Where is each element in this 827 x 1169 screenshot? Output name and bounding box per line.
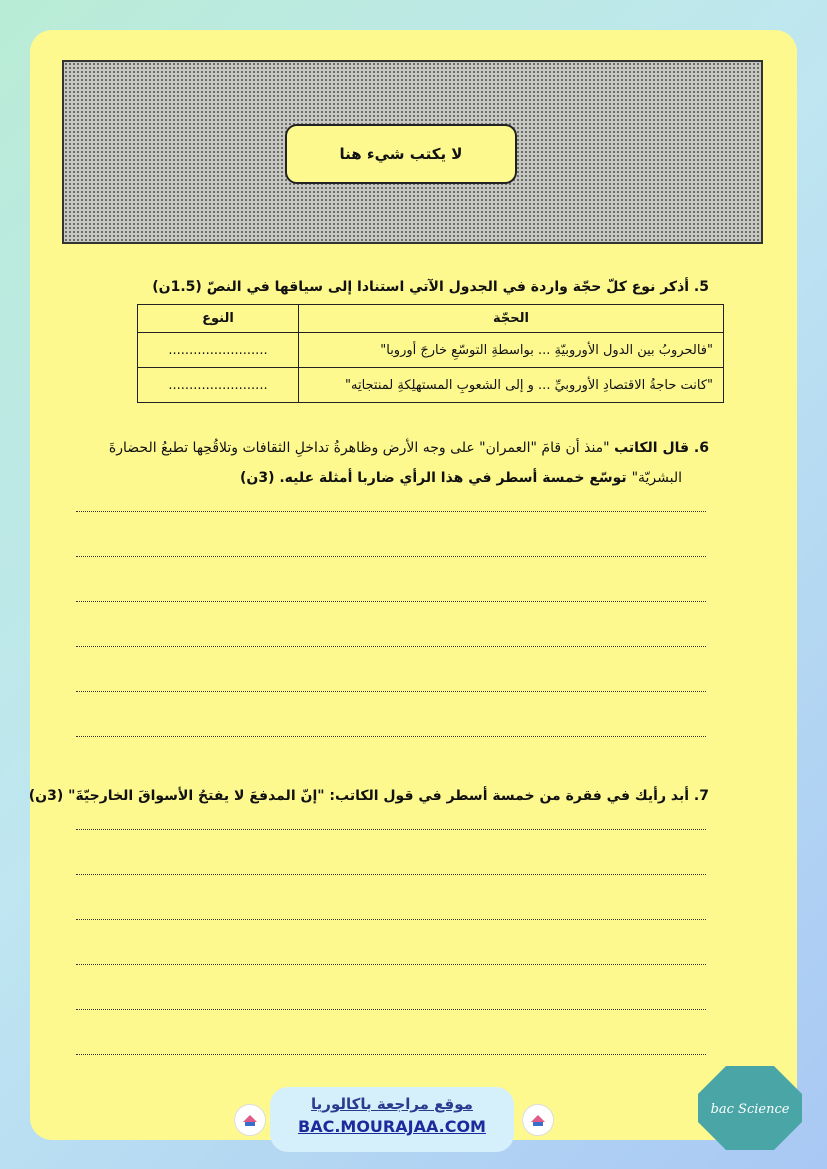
bac-science-badge-icon [696,1064,804,1152]
question-5-prompt: 5. أذكر نوع كلّ حجّة واردة في الجدول الآتي استنادا إلى سياقها في النصّ (1.5ن) [152,279,709,295]
no-write-label: لا يكتب شيء هنا [285,124,517,184]
answer-line[interactable] [76,736,706,737]
answer-line[interactable] [76,829,706,830]
type-answer-cell[interactable]: ........................ [138,333,299,368]
answer-line[interactable] [76,691,706,692]
question-6-line-2 [240,470,682,486]
answer-line[interactable] [76,1054,706,1055]
answer-line[interactable] [76,874,706,875]
question-6-lead: 6. قال الكاتب [614,440,709,456]
answer-line[interactable] [76,646,706,647]
badge-text: bac Science [710,1102,790,1117]
question-6-task: توسّع خمسة أسطر في هذا الرأي ضاربا أمثلة عليه. (3ن) [239,470,632,486]
question-6-quote-end: البشريّة" [631,470,682,486]
type-answer-cell[interactable]: ........................ [138,368,299,403]
site-logo-icon [234,1104,266,1136]
table-row [138,333,724,368]
answer-line[interactable] [76,1009,706,1010]
argument-cell: "كانت حاجةُ الاقتصادِ الأوروبيِّ ... و إلى الشعوبِ المستهلِكةِ لمنتجاتِه" [299,368,724,403]
arguments-table [137,304,724,403]
answer-line[interactable] [76,601,706,602]
column-type-header: النوع [138,305,299,333]
argument-cell: "فالحروبُ بين الدول الأوروبيّةِ ... بواسطةِ التوسّعِ خارجَ أوروبا" [299,333,724,368]
site-logo-icon [522,1104,554,1136]
site-footer-banner[interactable] [270,1087,514,1152]
answer-line[interactable] [76,919,706,920]
site-name-arabic[interactable]: موقع مراجعة باكالوريا [311,1095,473,1113]
column-argument-header: الحجّة [299,305,724,333]
question-6-quote: "منذ أن قامَ "العمران" على وجه الأرض وظاهرةُ تداخلِ الثقافات وتلاقُحِها تطبعُ الحضارةَ [108,440,610,456]
answer-line[interactable] [76,964,706,965]
site-url-link[interactable]: BAC.MOURAJAA.COM [298,1117,486,1136]
answer-line[interactable] [76,556,706,557]
question-7-prompt: 7. أبد رأيك في فقرة من خمسة أسطر في قول الكاتب: "إنّ المدفعَ لا يفتحُ الأسواقَ الخارجيّةَ" (3ن) [28,788,709,804]
question-6-line-1 [109,440,709,456]
table-row [138,368,724,403]
table-header-row [138,305,724,333]
answer-line[interactable] [76,511,706,512]
